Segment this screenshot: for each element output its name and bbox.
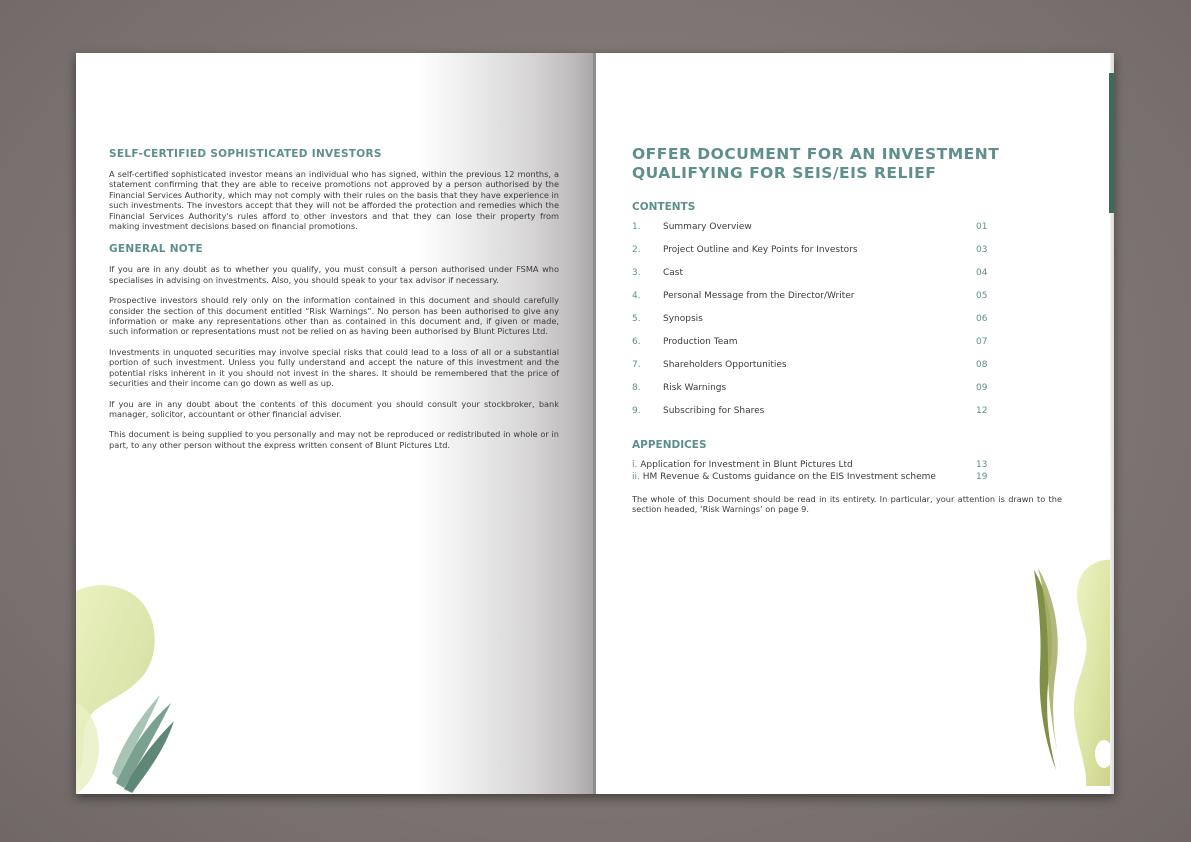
contents-item-page: 04 [976, 268, 988, 278]
contents-item[interactable] [632, 406, 1062, 429]
contents-item-number: 8. [632, 383, 641, 393]
left-page-content [109, 148, 559, 460]
contents-item-number: 5. [632, 314, 641, 324]
appendices-heading: APPENDICES [632, 439, 707, 451]
leaf-decoration-right [1026, 558, 1114, 794]
contents-item-number: 4. [632, 291, 641, 301]
paragraph-supplied-personally: This document is being supplied to you personally and may not be reproduced or redistributed in whole or in part, to any other person without the express written consent of Blunt Pictures Ltd. [109, 429, 559, 450]
document-title: OFFER DOCUMENT FOR AN INVESTMENT QUALIFYING FOR SEIS/EIS RELIEF [632, 145, 1000, 182]
contents-item-label: Synopsis [663, 314, 703, 324]
paragraph-qualify: If you are in any doubt as to whether you qualify, you must consult a person authorised under FSMA who specialises in advising on investments. Also, you should speak to your tax advisor if necessary. [109, 264, 559, 285]
contents-item-page: 07 [976, 337, 988, 347]
contents-item[interactable] [632, 291, 1062, 314]
appendix-item[interactable] [632, 472, 1062, 484]
contents-item-label: Cast [663, 268, 684, 278]
contents-item-label: Summary Overview [663, 222, 752, 232]
contents-item-number: 7. [632, 360, 641, 370]
heading-general-note: GENERAL NOTE [109, 243, 203, 256]
contents-item-page: 01 [976, 222, 988, 232]
contents-item-page: 03 [976, 245, 988, 255]
leaf-decoration-left [76, 583, 186, 794]
contents-heading: CONTENTS [632, 201, 696, 213]
contents-item-number: 9. [632, 406, 641, 416]
appendix-item-label: Application for Investment in Blunt Pictures Ltd [640, 460, 853, 470]
appendix-item-page: 13 [976, 460, 988, 470]
contents-item-label: Personal Message from the Director/Writer [663, 291, 855, 301]
contents-item-label: Shareholders Opportunities [663, 360, 787, 370]
contents-item-label: Project Outline and Key Points for Investors [663, 245, 858, 255]
right-page-content [632, 145, 1062, 523]
right-page [596, 53, 1114, 794]
paragraph-sophisticated-investors: A self-certified sophisticated investor means an individual who has signed, within the previous 12 months, a statement confirming that they are able to receive promotions not approved by a person authorised by the Financial Services Authority, which may not comply with their rules on the basis that they have experience in such investments. The investors accept that they will not be afforded the protection and remedies which the Financial Services Authority's rules afford to other investors and that they can lose their property from making investment decisions based on financial promotions. [109, 169, 559, 232]
appendix-item-number: i. [632, 460, 638, 470]
left-page [76, 53, 594, 794]
brochure-spread [76, 53, 1114, 794]
appendix-item-number: ii. [632, 472, 640, 482]
contents-item-page: 06 [976, 314, 988, 324]
appendix-item[interactable] [632, 460, 1062, 472]
contents-item-number: 3. [632, 268, 641, 278]
paragraph-unquoted-securities: Investments in unquoted securities may involve special risks that could lead to a loss of all or a substantial portion of such investment. Unless you fully understand and accept the nature of this investment and the potential risks inherent in it you should not invest in the shares. It should be remembered that the price of securities and their income can go down as well as up. [109, 346, 559, 389]
contents-item-page: 09 [976, 383, 988, 393]
page-edge-tab [1109, 73, 1114, 213]
appendix-item-page: 19 [976, 472, 988, 482]
contents-item[interactable] [632, 314, 1062, 337]
appendices-list [632, 460, 1062, 484]
contents-item-number: 1. [632, 222, 641, 232]
contents-item-number: 6. [632, 337, 641, 347]
contents-list [632, 222, 1062, 429]
paragraph-prospective-investors: Prospective investors should rely only on the information contained in this document and should carefully consider the section of this document entitled “Risk Warnings”. No person has been authorised to give any information or make any representations other than as contained in this document and, if given or made, such information or representations must not be relied on as having been authorised by Blunt Pictures Ltd. [109, 295, 559, 337]
contents-item-label: Subscribing for Shares [663, 406, 765, 416]
contents-item-page: 08 [976, 360, 988, 370]
contents-item[interactable] [632, 268, 1062, 291]
contents-item-label: Production Team [663, 337, 738, 347]
contents-item-number: 2. [632, 245, 641, 255]
paragraph-doubt-contents: If you are in any doubt about the contents of this document you should consult your stockbroker, bank manager, solicitor, accountant or other financial adviser. [109, 398, 559, 419]
contents-item[interactable] [632, 383, 1062, 406]
contents-item[interactable] [632, 245, 1062, 268]
read-entirety-note: The whole of this Document should be read in its entirety. In particular, your attention is drawn to the section headed, ‘Risk Warnings’ on page 9. [632, 494, 1062, 515]
appendix-item-label: HM Revenue & Customs guidance on the EIS Investment scheme [642, 472, 936, 482]
contents-item[interactable] [632, 360, 1062, 383]
contents-item-page: 05 [976, 291, 988, 301]
contents-item[interactable] [632, 337, 1062, 360]
heading-sophisticated-investors: SELF-CERTIFIED SOPHISTICATED INVESTORS [109, 148, 382, 160]
contents-item[interactable] [632, 222, 1062, 245]
contents-item-label: Risk Warnings [663, 383, 727, 393]
contents-item-page: 12 [976, 406, 988, 416]
